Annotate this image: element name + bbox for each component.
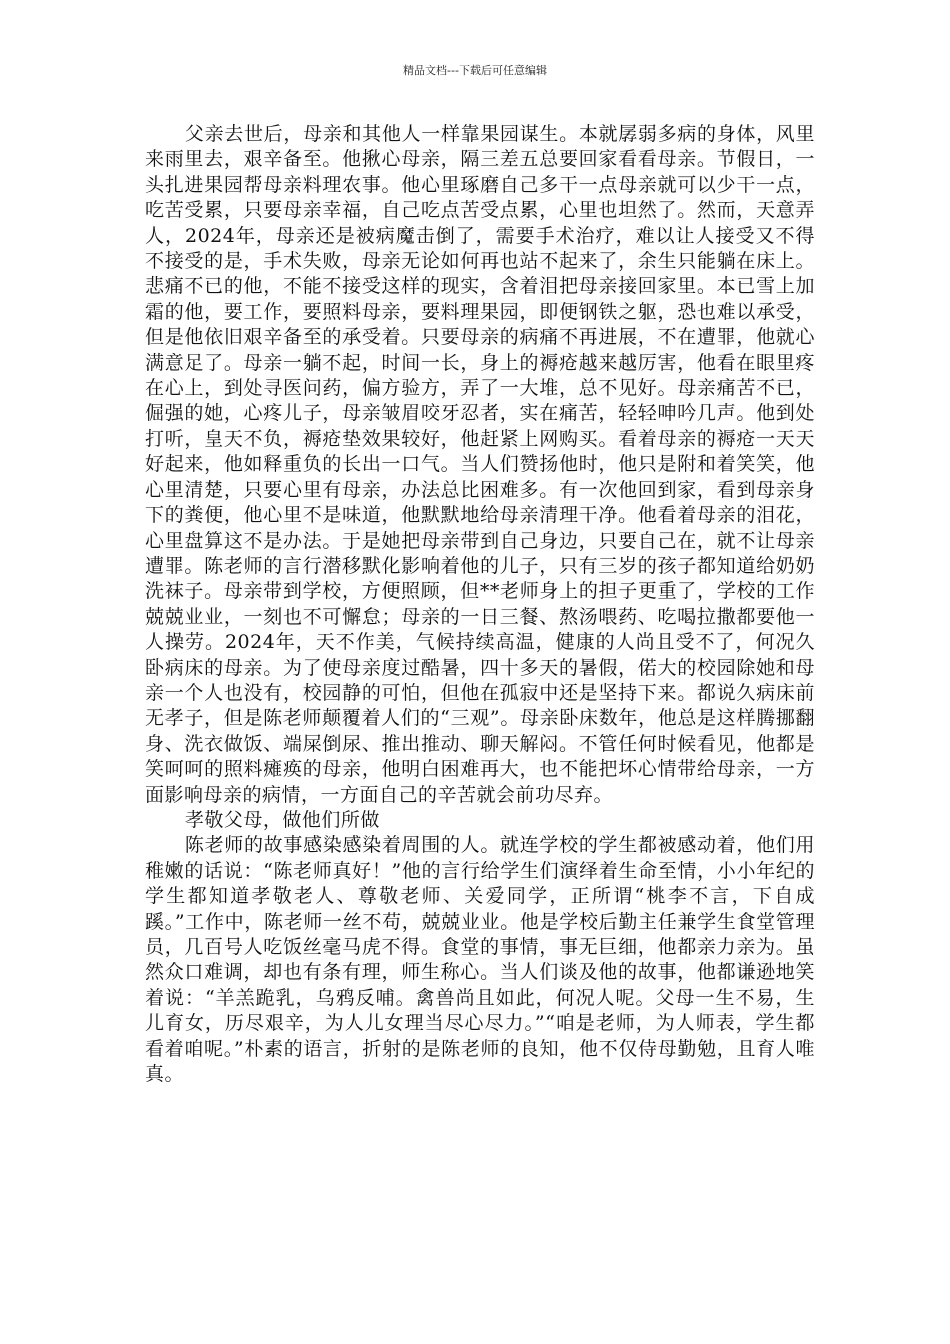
document-body (145, 122, 815, 1087)
page-header: 精品文档---下载后可任意编辑 (403, 64, 547, 77)
body-paragraph: 父亲去世后，母亲和其他人一样靠果园谋生。本就孱弱多病的身体，风里来雨里去，艰辛备至。他揪心母亲，隔三差五总要回家看看母亲。节假日，一头扎进果园帮母亲料理农事。他心里琢磨自己多干一点母亲就可以少干一点，吃苦受累，只要母亲幸福，自己吃点苦受点累，心里也坦然了。然而，天意弄人，2024年，母亲还是被病魔击倒了，需要手术治疗，难以让人接受又不得不接受的是，手术失败，母亲无论如何再也站不起来了，余生只能躺在床上。悲痛不已的他，不能不接受这样的现实，含着泪把母亲接回家里。本已雪上加霜的他，要工作，要照料母亲，要料理果园，即便钢铁之躯，恐也难以承受，但是他依旧艰辛备至的承受着。只要母亲的病痛不再进展，不在遭罪，他就心满意足了。母亲一躺不起，时间一长，身上的褥疮越来越厉害，他看在眼里疼在心上，到处寻医问药，偏方验方，弄了一大堆，总不见好。母亲痛苦不已，倔强的她，心疼儿子，母亲皱眉咬牙忍者，实在痛苦，轻轻呻吟几声。他到处打听，皇天不负，褥疮垫效果较好，他赶紧上网购买。看着母亲的褥疮一天天好起来，他如释重负的长出一口气。当人们赞扬他时，他只是附和着笑笑，他心里清楚，只要心里有母亲，办法总比困难多。有一次他回到家，看到母亲身下的粪便，他心里不是味道，他默默地给母亲清理干净。他看着母亲的泪花，心里盘算这不是办法。于是她把母亲带到自己身边，只要自己在，就不让母亲遭罪。陈老师的言行潜移默化影响着他的儿子，只有三岁的孩子都知道给奶奶洗袜子。母亲带到学校，方便照顾，但**老师身上的担子更重了，学校的工作兢兢业业，一刻也不可懈怠；母亲的一日三餐、熬汤喂药、吃喝拉撒都要他一人操劳。2024年，天不作美，气候持续高温，健康的人尚且受不了，何况久卧病床的母亲。为了使母亲度过酷暑，四十多天的暑假，偌大的校园除她和母亲一个人也没有，校园静的可怕，但他在孤寂中还是坚持下来。都说久病床前无孝子，但是陈老师颠覆着人们的“三观”。母亲卧床数年，他总是这样腾挪翻身、洗衣做饭、端屎倒尿、推出推动、聊天解闷。不管任何时候看见，他都是笑呵呵的照料瘫痪的母亲，他明白困难再大，也不能把坏心情带给母亲，一方面影响母亲的病情，一方面自己的辛苦就会前功尽弃。 (145, 123, 815, 806)
section-heading: 孝敬父母，做他们所做 (184, 808, 380, 831)
body-paragraph: 陈老师的故事感染感染着周围的人。就连学校的学生都被感动着，他们用稚嫩的话说：“陈老师真好！”他的言行给学生们演绎着生命至情，小小年纪的学生都知道孝敬老人、尊敬老师、关爱同学，正所谓“桃李不言，下自成蹊。”工作中，陈老师一丝不苟，兢兢业业。他是学校后勤主任兼学生食堂管理员，几百号人吃饭丝毫马虎不得。食堂的事情，事无巨细，他都亲力亲为。虽然众口难调，却也有条有理，师生称心。当人们谈及他的故事，他都谦逊地笑着说：“羊羔跪乳，乌鸦反哺。禽兽尚且如此，何况人呢。父母一生不易，生儿育女，历尽艰辛，为人儿女理当尽心尽力。”“咱是老师，为人师表，学生都看着咱呢。”朴素的语言，折射的是陈老师的良知，他不仅侍母勤勉，且育人唯真。 (145, 834, 815, 1086)
